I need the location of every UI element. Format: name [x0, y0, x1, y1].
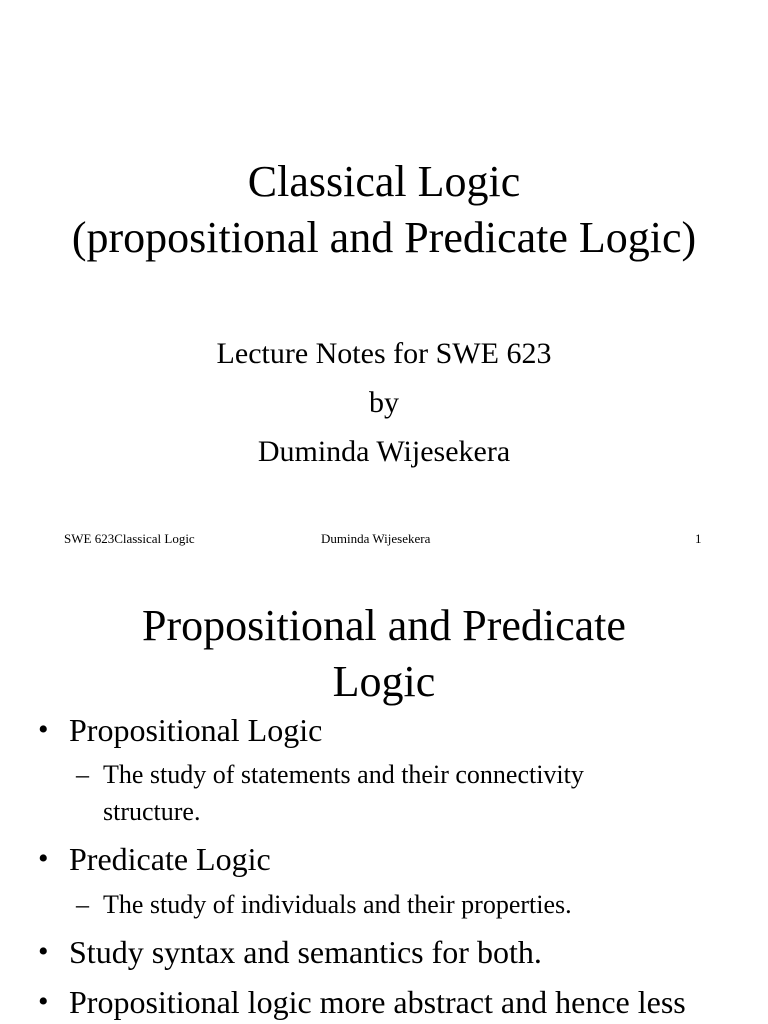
- slide-title-line-2: Logic: [332, 657, 436, 706]
- bullet-text: Study syntax and semantics for both.: [69, 934, 542, 970]
- slide-2: [0, 568, 768, 1024]
- footer-page-number: 1: [695, 531, 702, 546]
- subtitle-author: Duminda Wijesekera: [257, 435, 511, 468]
- subtitle-by: by: [369, 386, 399, 419]
- bullet-marker: •: [38, 842, 49, 875]
- slide-footer: [0, 531, 768, 549]
- subtitle-course: Lecture Notes for SWE 623: [216, 337, 552, 370]
- bullet-marker: •: [38, 985, 49, 1018]
- sub-bullet-text: The study of statements and their connectivity: [103, 760, 584, 789]
- footer-course-title: SWE 623Classical Logic: [64, 531, 195, 546]
- bullet-marker: •: [38, 935, 49, 968]
- bullet-text: Propositional Logic: [69, 712, 323, 748]
- bullet-text: Propositional logic more abstract and hence less: [69, 984, 686, 1020]
- sub-bullet-text: The study of individuals and their properties.: [103, 890, 572, 919]
- sub-bullet-marker: –: [76, 760, 89, 789]
- bullet-text: Predicate Logic: [69, 841, 271, 877]
- slide-title-line-2: (propositional and Predicate Logic): [71, 213, 697, 262]
- slide-title-line-1: Propositional and Predicate: [142, 601, 626, 650]
- footer-author: Duminda Wijesekera: [321, 531, 431, 546]
- sub-bullet-text: structure.: [103, 797, 201, 826]
- sub-bullet-marker: –: [76, 890, 89, 919]
- bullet-marker: •: [38, 713, 49, 746]
- slide-title-line-1: Classical Logic: [247, 157, 521, 206]
